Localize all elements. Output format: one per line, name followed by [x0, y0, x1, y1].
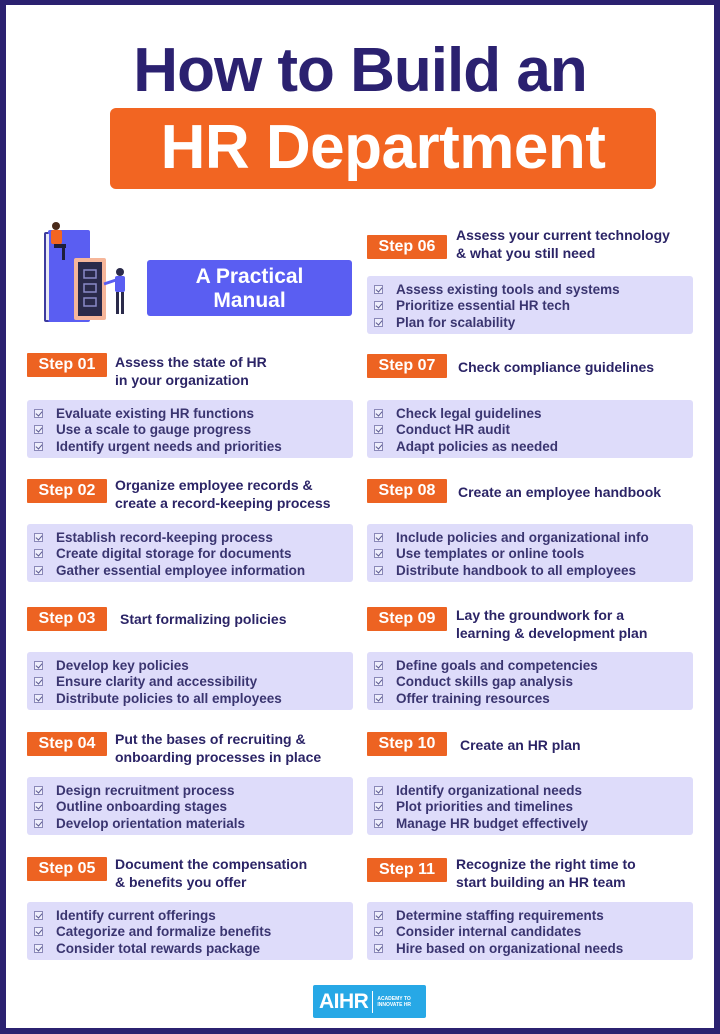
checkbox-icon — [374, 927, 383, 936]
item-text: Categorize and formalize benefits — [56, 924, 272, 940]
subtitle-line1: A Practical — [195, 265, 304, 288]
checklist-item — [374, 529, 693, 546]
item-text: Create digital storage for documents — [56, 546, 292, 562]
infographic-frame — [6, 5, 714, 1028]
checklist-item — [34, 782, 353, 799]
checklist-item — [34, 907, 353, 924]
checklist-item — [374, 940, 693, 957]
heading-line2: & benefits you offer — [115, 874, 247, 890]
step-badge: Step 04 — [27, 732, 107, 756]
item-text: Conduct HR audit — [396, 422, 510, 438]
logo-subtitle — [377, 996, 417, 1008]
item-text: Design recruitment process — [56, 782, 235, 798]
step-badge: Step 07 — [367, 354, 447, 378]
item-text: Include policies and organizational info — [396, 529, 649, 545]
logo-divider — [372, 991, 373, 1013]
checkbox-icon — [34, 694, 43, 703]
checklist-item — [34, 562, 353, 579]
checklist-item — [34, 674, 353, 691]
step-heading — [458, 358, 654, 376]
checkbox-icon — [374, 677, 383, 686]
checkbox-icon — [374, 661, 383, 670]
checklist-item — [34, 657, 353, 674]
item-text: Distribute handbook to all employees — [396, 562, 637, 578]
checklist-item — [34, 690, 353, 707]
checklist-item — [374, 674, 693, 691]
step-badge: Step 02 — [27, 479, 107, 503]
step-badge: Step 06 — [367, 235, 447, 259]
page-title: How to Build an — [133, 36, 587, 105]
checkbox-icon — [374, 819, 383, 828]
step-checklist — [27, 652, 353, 710]
step-badge: Step 01 — [27, 353, 107, 377]
step-checklist — [27, 524, 353, 582]
item-text: Identify urgent needs and priorities — [56, 438, 282, 454]
checkbox-icon — [34, 442, 43, 451]
heading-line2: start building an HR team — [456, 874, 626, 890]
checklist-item — [374, 405, 693, 422]
step-heading — [458, 483, 661, 501]
checklist-item — [374, 815, 693, 832]
checklist-item — [374, 314, 693, 331]
step-heading — [120, 610, 286, 628]
checkbox-icon — [34, 802, 43, 811]
item-text: Develop key policies — [56, 657, 189, 673]
checklist-item — [34, 438, 353, 455]
checkbox-icon — [374, 318, 383, 327]
item-text: Prioritize essential HR tech — [396, 298, 571, 314]
checkbox-icon — [34, 566, 43, 575]
checkbox-icon — [374, 786, 383, 795]
checkbox-icon — [374, 566, 383, 575]
checkbox-icon — [374, 301, 383, 310]
step-heading — [456, 606, 647, 642]
heading-line1: Start formalizing policies — [120, 611, 287, 627]
checkbox-icon — [374, 944, 383, 953]
item-text: Use a scale to gauge progress — [56, 422, 252, 438]
step-checklist — [367, 400, 693, 458]
checklist-item — [34, 422, 353, 439]
heading-line2: in your organization — [115, 372, 249, 388]
item-text: Consider internal candidates — [396, 924, 582, 940]
checkbox-icon — [34, 786, 43, 795]
checklist-item — [34, 546, 353, 563]
checklist-item — [374, 690, 693, 707]
item-text: Conduct skills gap analysis — [396, 674, 574, 690]
step-badge: Step 10 — [367, 732, 447, 756]
checklist-item — [374, 281, 693, 298]
step-heading — [115, 730, 321, 766]
item-text: Assess existing tools and systems — [396, 281, 620, 297]
subtitle-line2: Manual — [213, 289, 286, 312]
step-heading — [115, 353, 267, 389]
heading-line1: Put the bases of recruiting & — [115, 731, 306, 747]
step-checklist — [367, 777, 693, 835]
checklist-item — [34, 815, 353, 832]
checkbox-icon — [374, 442, 383, 451]
item-text: Plan for scalability — [396, 314, 516, 330]
checkbox-icon — [374, 425, 383, 434]
checklist-item — [374, 298, 693, 315]
checkbox-icon — [374, 694, 383, 703]
heading-line1: Check compliance guidelines — [458, 359, 655, 375]
item-text: Define goals and competencies — [396, 657, 598, 673]
step-checklist — [367, 652, 693, 710]
item-text: Hire based on organizational needs — [396, 940, 624, 956]
checklist-item — [374, 657, 693, 674]
checkbox-icon — [34, 409, 43, 418]
checklist-item — [34, 799, 353, 816]
subtitle-badge — [147, 260, 352, 316]
step-checklist — [27, 902, 353, 960]
heading-line1: Document the compensation — [115, 856, 308, 872]
checklist-item — [374, 782, 693, 799]
checklist-item — [374, 546, 693, 563]
checkbox-icon — [34, 425, 43, 434]
item-text: Plot priorities and timelines — [396, 799, 574, 815]
item-text: Ensure clarity and accessibility — [56, 674, 258, 690]
item-text: Check legal guidelines — [396, 405, 542, 421]
checklist-item — [374, 438, 693, 455]
step-badge: Step 05 — [27, 857, 107, 881]
item-text: Distribute policies to all employees — [56, 690, 282, 706]
item-text: Gather essential employee information — [56, 562, 306, 578]
checkbox-icon — [34, 533, 43, 542]
checkbox-icon — [374, 549, 383, 558]
checkbox-icon — [34, 927, 43, 936]
step-checklist — [27, 777, 353, 835]
item-text: Identify organizational needs — [396, 782, 583, 798]
checkbox-icon — [34, 911, 43, 920]
item-text: Offer training resources — [396, 690, 550, 706]
logo-text: AIHR — [319, 989, 369, 1013]
item-text: Outline onboarding stages — [56, 799, 228, 815]
checklist-item — [34, 940, 353, 957]
item-text: Develop orientation materials — [56, 815, 246, 831]
heading-line2: onboarding processes in place — [115, 749, 322, 765]
item-text: Evaluate existing HR functions — [56, 405, 255, 421]
checklist-item — [34, 405, 353, 422]
checklist-item — [374, 562, 693, 579]
checkbox-icon — [374, 409, 383, 418]
step-checklist — [367, 276, 693, 334]
step-badge: Step 08 — [367, 479, 447, 503]
step-badge: Step 11 — [367, 858, 447, 882]
heading-line1: Create an employee handbook — [458, 484, 662, 500]
checkbox-icon — [34, 819, 43, 828]
step-checklist — [27, 400, 353, 458]
logo-sub-line1: ACADEMY TO — [377, 995, 411, 1002]
checklist-item — [374, 799, 693, 816]
title-banner: HR Department — [110, 108, 656, 189]
item-text: Adapt policies as needed — [396, 438, 559, 454]
step-heading — [460, 736, 581, 754]
step-heading — [456, 855, 636, 891]
checklist-item — [374, 907, 693, 924]
people-with-book-illustration-icon — [32, 210, 132, 330]
heading-line2: & what you still need — [456, 245, 596, 261]
step-heading — [456, 226, 670, 262]
item-text: Establish record-keeping process — [56, 529, 273, 545]
checklist-item — [374, 422, 693, 439]
heading-line2: learning & development plan — [456, 625, 648, 641]
checkbox-icon — [34, 944, 43, 953]
step-checklist — [367, 902, 693, 960]
step-checklist — [367, 524, 693, 582]
step-heading — [115, 855, 307, 891]
checkbox-icon — [374, 285, 383, 294]
logo-sub-line2: INNOVATE HR — [377, 1001, 412, 1008]
step-badge: Step 03 — [27, 607, 107, 631]
heading-line2: create a record-keeping process — [115, 495, 331, 511]
checklist-item — [34, 529, 353, 546]
item-text: Manage HR budget effectively — [396, 815, 589, 831]
checklist-item — [34, 924, 353, 941]
checkbox-icon — [374, 533, 383, 542]
checkbox-icon — [374, 802, 383, 811]
heading-line1: Lay the groundwork for a — [456, 607, 625, 623]
heading-line1: Create an HR plan — [460, 737, 581, 753]
checklist-item — [374, 924, 693, 941]
item-text: Determine staffing requirements — [396, 907, 604, 923]
step-heading — [115, 476, 331, 512]
step-badge: Step 09 — [367, 607, 447, 631]
checkbox-icon — [34, 661, 43, 670]
item-text: Consider total rewards package — [56, 940, 261, 956]
checkbox-icon — [374, 911, 383, 920]
heading-line1: Assess your current technology — [456, 227, 670, 243]
heading-line1: Assess the state of HR — [115, 354, 267, 370]
aihr-logo — [313, 985, 426, 1018]
checkbox-icon — [34, 677, 43, 686]
heading-line1: Organize employee records & — [115, 477, 313, 493]
item-text: Identify current offerings — [56, 907, 216, 923]
item-text: Use templates or online tools — [396, 546, 585, 562]
checkbox-icon — [34, 549, 43, 558]
heading-line1: Recognize the right time to — [456, 856, 636, 872]
